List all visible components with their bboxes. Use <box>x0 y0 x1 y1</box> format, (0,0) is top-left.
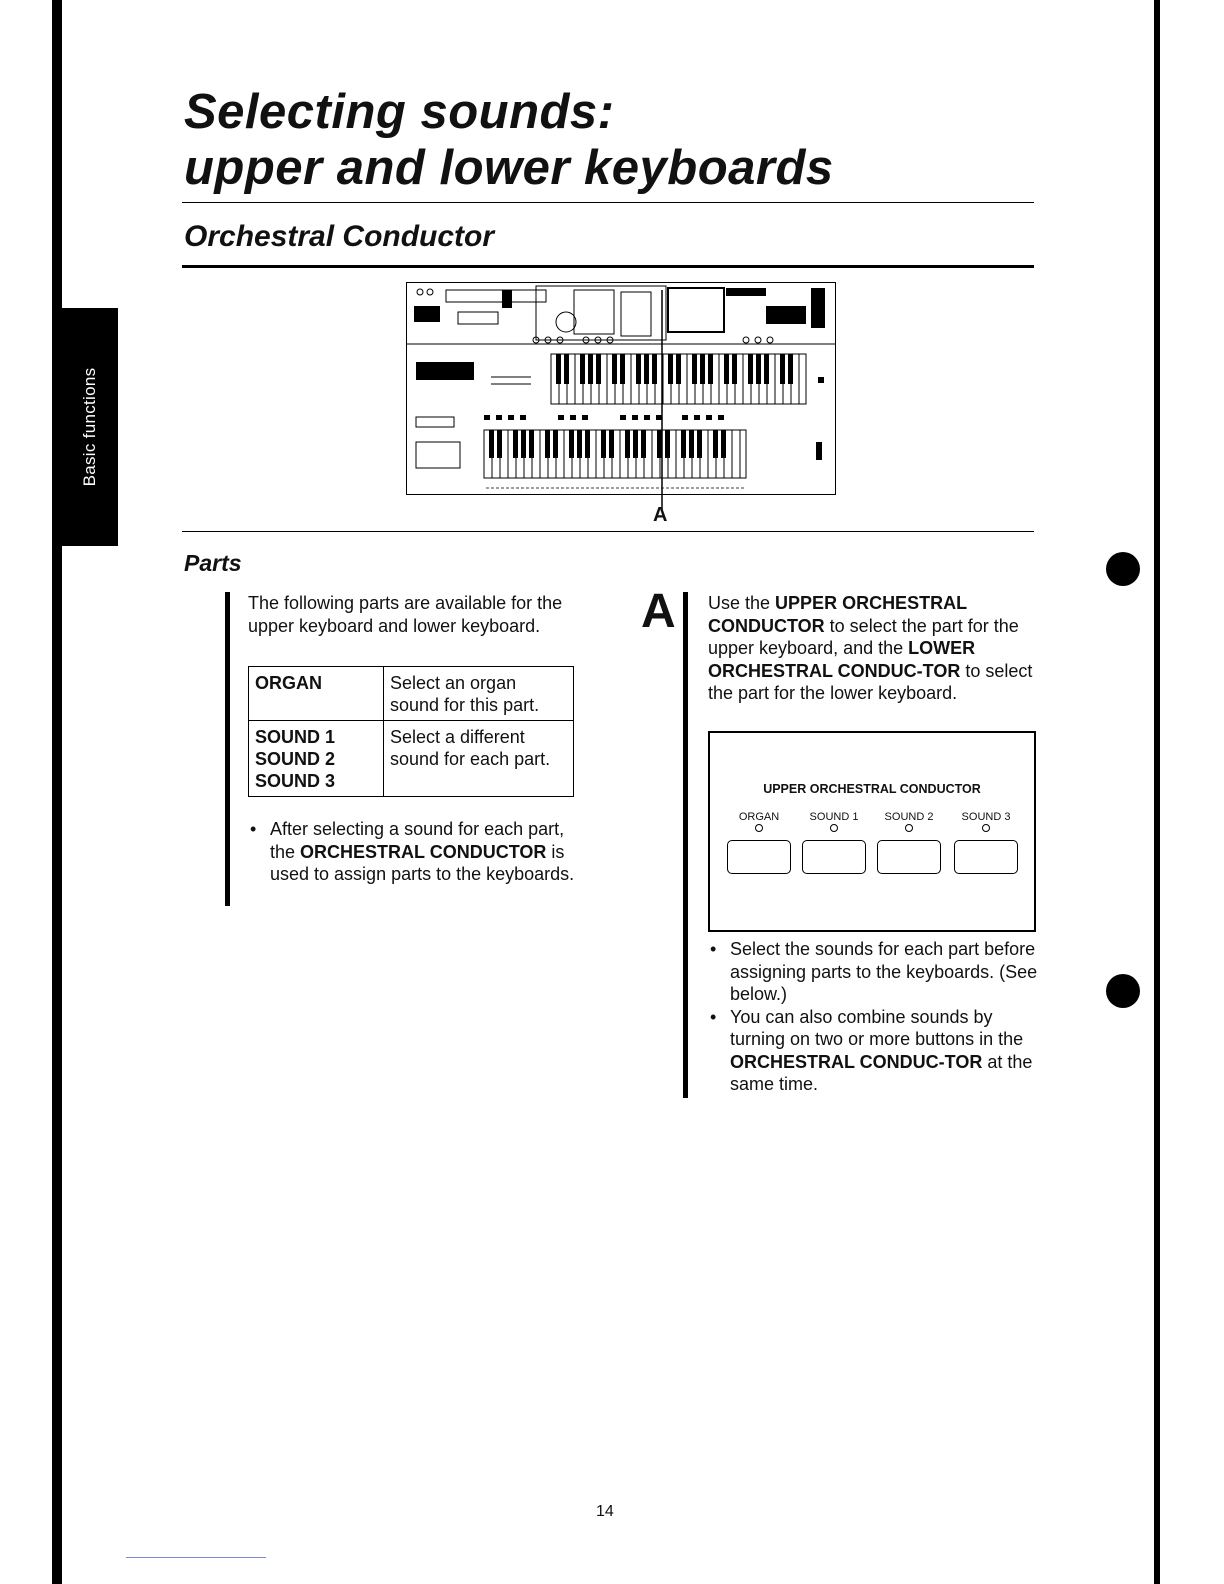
list-item <box>708 1006 1038 1096</box>
organ-button[interactable] <box>727 840 791 874</box>
organ-button-group[interactable] <box>726 811 792 874</box>
table-cell-desc: Select an organ sound for this part. <box>384 667 574 721</box>
display-screen <box>574 290 614 334</box>
note-text-post: at the same time. <box>730 1051 1033 1094</box>
callout-bold-2: LOWER ORCHESTRAL CONDUC-TOR <box>708 638 976 681</box>
indicator-led-icon <box>982 824 990 832</box>
button-label: ORGAN <box>738 811 780 823</box>
left-column-bar <box>225 592 230 906</box>
footer-line <box>126 1557 266 1558</box>
sound-3-button[interactable] <box>954 840 1018 874</box>
note-text-pre: You can also combine sounds by turning on two or more buttons in the <box>730 1006 1024 1049</box>
upper-orchestral-conductor-highlight <box>668 288 724 332</box>
table-cell-key: ORGAN <box>249 667 384 721</box>
sound-3-button-group[interactable] <box>953 811 1019 874</box>
button-label: SOUND 1 <box>809 811 859 823</box>
binder-hole-icon <box>1106 552 1140 586</box>
callout-letter: A <box>641 585 676 638</box>
page-border-left <box>52 0 62 1584</box>
section-tab-label: Basic functions <box>80 367 99 487</box>
sound-2-button-group[interactable] <box>876 811 942 874</box>
upper-keyboard <box>551 354 806 404</box>
sound-3-label: SOUND 3 <box>255 771 336 791</box>
note-text-post: is used to assign parts to the keyboards. <box>270 841 575 884</box>
table-row <box>249 667 574 721</box>
parts-heading: Parts <box>184 550 242 576</box>
parts-notes <box>248 818 578 886</box>
table-row <box>249 721 574 797</box>
button-label: SOUND 2 <box>884 811 934 823</box>
figure-callout-label: A <box>653 504 668 526</box>
page-border-right <box>1154 0 1160 1584</box>
sound-1-button[interactable] <box>802 840 866 874</box>
keyboard-illustration <box>406 282 836 522</box>
note-text-bold: ORCHESTRAL CONDUC-TOR <box>730 1051 983 1072</box>
page-title-line1: Selecting sounds: <box>184 85 615 139</box>
right-column-bar <box>683 592 688 1098</box>
list-item: • Select the sounds for each part before assigning parts to the keyboards. (See below.) <box>708 938 1038 1006</box>
page-title-line2: upper and lower keyboards <box>184 141 834 195</box>
section-tab <box>62 308 118 546</box>
list-item <box>248 818 578 886</box>
section-rule <box>182 265 1034 268</box>
parts-intro: The following parts are available for the upper keyboard and lower keyboard. <box>248 593 563 636</box>
parts-table <box>248 666 574 797</box>
section-heading: Orchestral Conductor <box>184 220 495 253</box>
callout-description <box>708 592 1038 705</box>
callout-text-2: to select the part for the upper keyboard, and the <box>708 615 1019 658</box>
sound-1-label: SOUND 1 <box>255 727 336 747</box>
table-cell-desc: Select a different sound for each part. <box>384 721 574 797</box>
upper-orchestral-conductor-panel <box>708 731 1036 932</box>
binder-hole-icon <box>1106 974 1140 1008</box>
sound-2-label: SOUND 2 <box>255 749 336 769</box>
indicator-led-icon <box>830 824 838 832</box>
lower-keyboard <box>484 430 746 478</box>
callout-text-3: to select the part for the lower keyboard. <box>708 660 1033 703</box>
note-text-pre: After selecting a sound for each part, the <box>270 819 565 862</box>
indicator-led-icon <box>755 824 763 832</box>
dial-knob <box>556 312 576 332</box>
page-number: 14 <box>596 1503 614 1520</box>
sound-2-button[interactable] <box>877 840 941 874</box>
table-cell-key <box>249 721 384 797</box>
panel-title: UPPER ORCHESTRAL CONDUCTOR <box>763 782 981 796</box>
figure-rule <box>182 531 1034 532</box>
callout-notes <box>708 938 1038 1096</box>
callout-text-1: Use the <box>708 593 776 613</box>
indicator-led-icon <box>905 824 913 832</box>
sound-1-button-group[interactable] <box>801 811 867 874</box>
callout-bold-1: UPPER ORCHESTRAL CONDUCTOR <box>708 593 967 636</box>
note-text-bold: ORCHESTRAL CONDUCTOR <box>300 841 547 862</box>
button-label: SOUND 3 <box>961 811 1011 823</box>
title-rule <box>182 202 1034 203</box>
page-title <box>184 84 834 196</box>
